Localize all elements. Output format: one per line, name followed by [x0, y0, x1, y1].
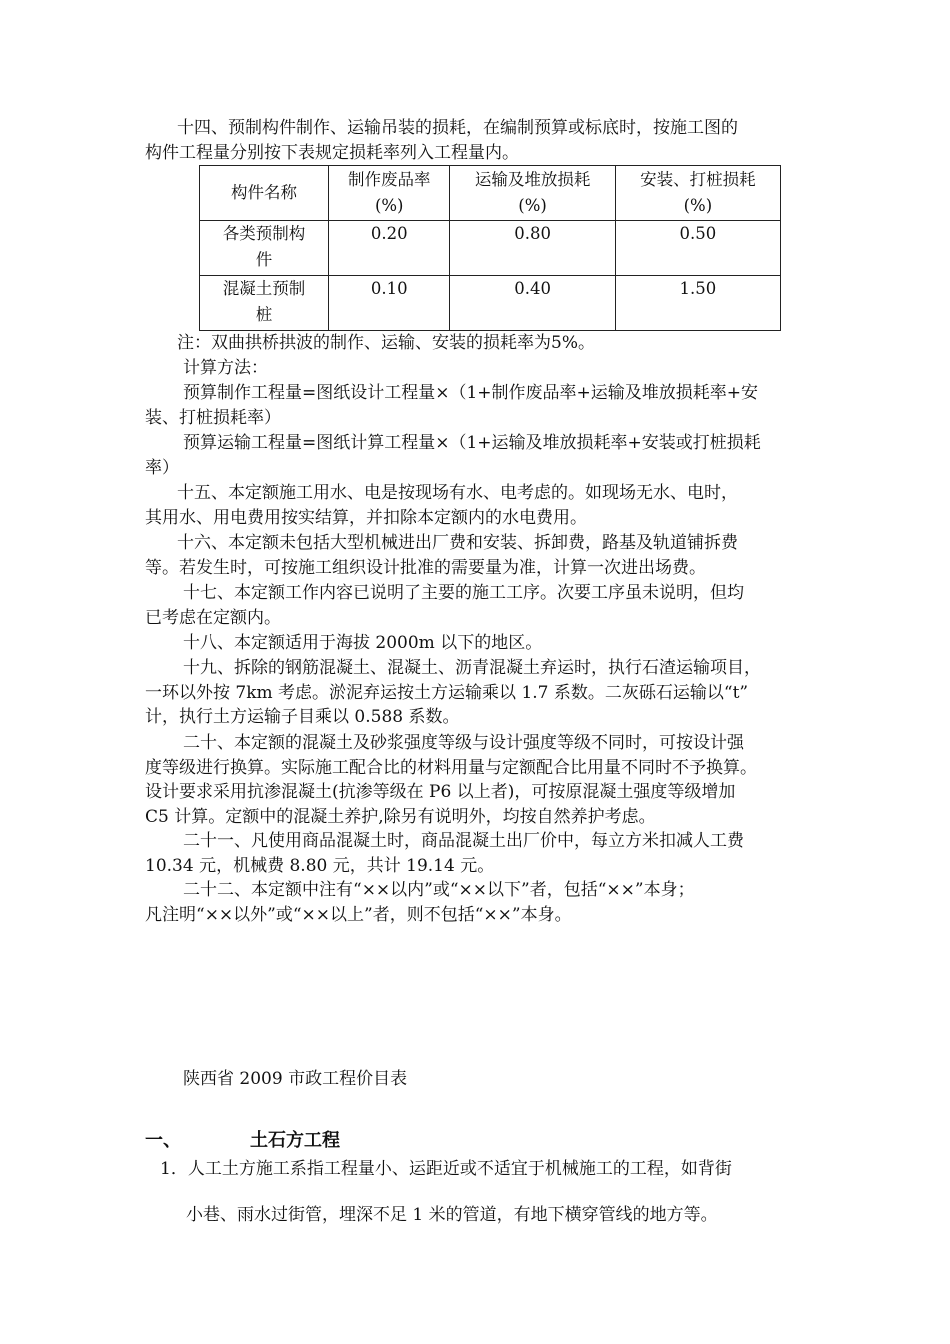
para20-line3: 设计要求采用抗渗混凝土(抗渗等级在 P6 以上者)，可按原混凝土强度等级增加 [145, 782, 736, 802]
document-title: 陕西省 2009 市政工程价目表 [183, 1069, 408, 1089]
para21-line2: 10.34 元，机械费 8.80 元，共计 19.14 元。 [145, 855, 495, 876]
table-row [200, 276, 781, 331]
para20-line1: 二十、本定额的混凝土及砂浆强度等级与设计强度等级不同时，可按设计强 [183, 733, 744, 753]
para-17 [145, 581, 815, 630]
header-cell [329, 166, 450, 221]
para18-line1: 十八、本定额适用于海拔 2000m 以下的地区。 [183, 633, 543, 653]
calc-formula-1 [145, 381, 815, 430]
calc2-line2: 率） [145, 457, 179, 478]
para22-line1: 二十二、本定额中注有“××以内”或“××以下”者，包括“××”本身； [183, 880, 695, 900]
calc1-line1: 预算制作工程量=图纸设计工程量×（1+制作废品率+运输及堆放损耗率+安 [183, 383, 759, 403]
para16-line1: 十六、本定额未包括大型机械进出厂费和安装、拆卸费，路基及轨道铺拆费 [177, 533, 738, 553]
calc2-line1: 预算运输工程量=图纸计算工程量×（1+运输及堆放损耗率+安装或打桩损耗 [183, 433, 761, 453]
table-cell: 各类预制构 件 [200, 221, 329, 276]
table-cell: 混凝土预制 桩 [200, 276, 329, 331]
loss-rate-table [199, 165, 781, 331]
para15-line2: 其用水、用电费用按实结算，并扣除本定额内的水电费用。 [145, 507, 587, 528]
item1-line2: 小巷、雨水过街管，埋深不足 1 米的管道，有地下横穿管线的地方等。 [186, 1205, 718, 1225]
section-number: 一、 [145, 1130, 181, 1151]
item1-number: 1． [160, 1159, 188, 1179]
para-22 [145, 878, 815, 927]
header-cell [200, 166, 329, 221]
para-14-line1: 十四、预制构件制作、运输吊装的损耗，在编制预算或标底时，按施工图的 [177, 118, 738, 138]
header-cell [450, 166, 615, 221]
para-14-line2: 构件工程量分别按下表规定损耗率列入工程量内。 [145, 142, 519, 163]
note-text: 注：双曲拱桥拱波的制作、运输、安装的损耗率为5%。 [177, 333, 595, 353]
header-component-name: 构件名称 [231, 183, 297, 202]
header-install-loss: 安装、打桩损耗 (%) [640, 170, 756, 215]
table-header-row [200, 166, 781, 221]
table-cell: 0.80 [450, 221, 615, 276]
table-cell: 0.40 [450, 276, 615, 331]
para-21 [145, 829, 815, 878]
para21-line1: 二十一、凡使用商品混凝土时，商品混凝土出厂价中，每立方米扣减人工费 [183, 831, 744, 851]
calc-title [183, 356, 853, 381]
para20-line2: 度等级进行换算。实际施工配合比的材料用量与定额配合比用量不同时不予换算。 [145, 757, 757, 778]
para-14 [145, 116, 815, 165]
para-15 [145, 481, 815, 530]
calc1-line2: 装、打桩损耗率） [145, 407, 281, 428]
para-20 [145, 731, 815, 829]
table-cell: 0.20 [329, 221, 450, 276]
table-cell: 0.10 [329, 276, 450, 331]
table-cell: 1.50 [615, 276, 780, 331]
para-19 [145, 656, 815, 730]
item1-line1: 人工土方施工系指工程量小、运距近或不适宜于机械施工的工程，如背街 [187, 1159, 732, 1179]
para17-line1: 十七、本定额工作内容已说明了主要的施工工序。次要工序虽未说明，但均 [183, 583, 744, 603]
header-cell [615, 166, 780, 221]
calc-title-text: 计算方法： [183, 358, 268, 378]
header-scrap-rate: 制作废品率 (%) [347, 170, 431, 215]
para16-line2: 等。若发生时，可按施工组织设计批准的需要量为准，计算一次进出场费。 [145, 557, 706, 578]
para22-line2: 凡注明“××以外”或“××以上”者，则不包括“××”本身。 [145, 904, 572, 925]
table-row [200, 221, 781, 276]
para-18 [145, 631, 815, 656]
list-item [160, 1146, 820, 1238]
table-cell: 0.50 [615, 221, 780, 276]
para17-line2: 已考虑在定额内。 [145, 607, 281, 628]
para15-line1: 十五、本定额施工用水、电是按现场有水、电考虑的。如现场无水、电时， [177, 483, 738, 503]
note [177, 331, 847, 356]
calc-formula-2 [145, 431, 815, 480]
para20-line4: C5 计算。定额中的混凝土养护,除另有说明外，均按自然养护考虑。 [145, 806, 656, 827]
para-16 [145, 531, 815, 580]
item1-first-line [160, 1146, 820, 1192]
para19-line3: 计，执行土方运输子目乘以 0.588 系数。 [145, 707, 460, 727]
section-title: 土石方工程 [250, 1130, 340, 1151]
para19-line2: 一环以外按 7km 考虑。淤泥弃运按土方运输乘以 1.7 系数。二灰砾石运输以“t” [145, 682, 749, 703]
para19-line1: 十九、拆除的钢筋混凝土、混凝土、沥青混凝土弃运时，执行石渣运输项目， [183, 658, 761, 678]
header-transport-loss: 运输及堆放损耗 (%) [474, 170, 591, 215]
